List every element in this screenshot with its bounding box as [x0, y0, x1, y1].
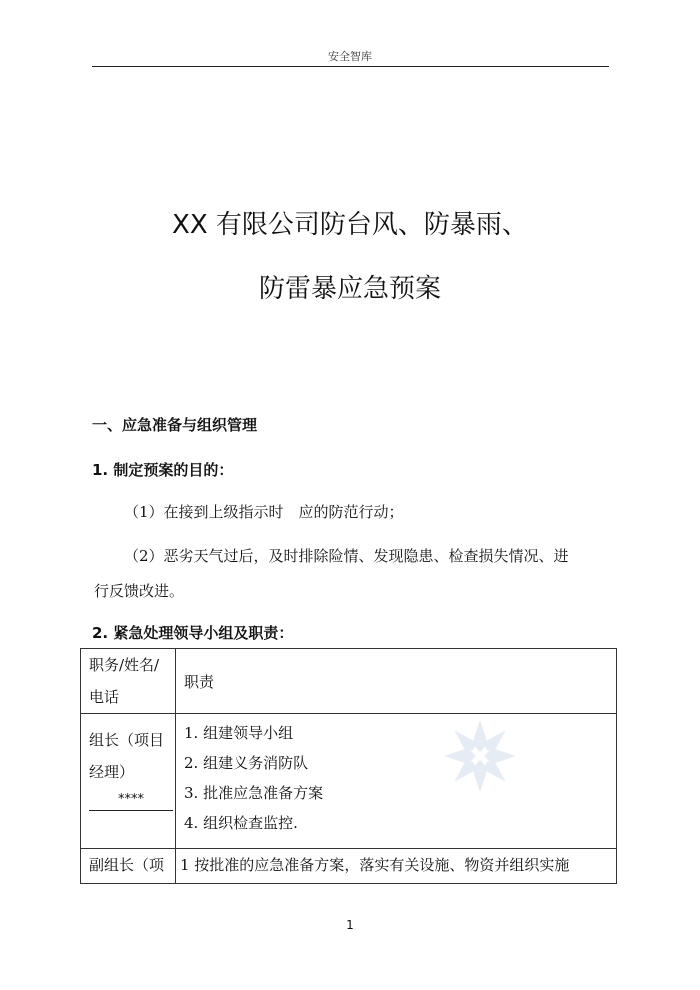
row2-duty-1: 1 按批准的应急准备方案，落实有关设施、物资并组织实施 — [180, 856, 570, 874]
section-heading: 一、应急准备与组织管理 — [92, 416, 258, 434]
item1-heading: 1. 制定预案的目的： — [92, 461, 234, 479]
page-number: 1 — [346, 918, 354, 932]
duty-table — [80, 648, 617, 884]
document-title-line1: XX 有限公司防台风、防暴雨、 — [172, 210, 528, 240]
row1-duty-4: 4. 组织检查监控. — [184, 814, 298, 832]
document-title-line2: 防雷暴应急预案 — [258, 274, 441, 304]
table-header-row — [81, 649, 617, 714]
item2-heading: 2. 紧急处理领导小组及职责： — [92, 624, 294, 642]
row1-position-line1: 组长（项目 — [89, 731, 165, 749]
header-duty-label: 职责 — [184, 672, 215, 691]
table-row — [81, 714, 617, 849]
header-cell-duty — [176, 649, 617, 714]
header-rule — [92, 66, 609, 67]
row2-position-cell — [81, 849, 176, 884]
row2-duty-cell — [176, 849, 617, 884]
row1-duty-cell — [176, 714, 617, 849]
page-header: 安全智库 — [328, 50, 372, 63]
header-cell-position — [81, 649, 176, 714]
row1-position-line2: 经理） — [89, 763, 135, 781]
watermark-logo-icon — [440, 716, 520, 796]
header-position-line1: 职务/姓名/ — [89, 656, 160, 674]
item1-paragraph2-line1: （2）恶劣天气过后，及时排除险情、发现隐患、检查损失情况、进 — [124, 547, 569, 565]
row1-name-placeholder: **** — [89, 790, 173, 811]
row1-duty-1: 1. 组建领导小组 — [184, 724, 294, 742]
table-row — [81, 849, 617, 884]
row1-duty-3: 3. 批准应急准备方案 — [184, 784, 324, 802]
row1-duty-2: 2. 组建义务消防队 — [184, 754, 309, 772]
item1-paragraph1: （1）在接到上级指示时 应的防范行动； — [124, 503, 404, 521]
row2-position-line1: 副组长（项 — [89, 856, 165, 874]
row1-position-cell — [81, 714, 176, 849]
item1-paragraph2-line2: 行反馈改进。 — [94, 582, 185, 600]
header-position-line2: 电话 — [89, 688, 120, 706]
